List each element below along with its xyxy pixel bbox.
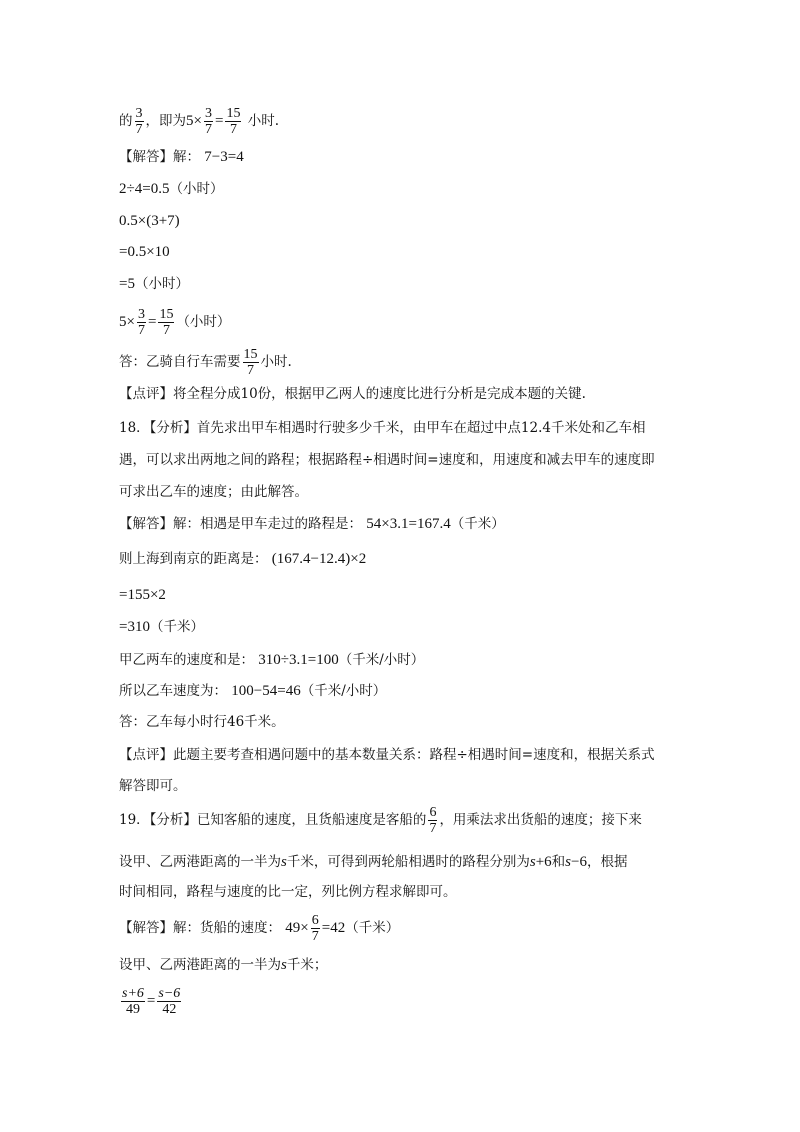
line-1 [119,106,279,137]
fraction [204,106,213,137]
line-26 [119,955,327,975]
fraction [225,106,241,137]
math: 2÷4=0.5 [119,181,170,197]
line-17 [119,650,424,670]
variable: s [281,957,287,973]
line-16 [119,617,204,637]
text: 【解答】解： [119,149,200,165]
math: =310 [119,619,150,635]
numerator: s+6 [122,986,144,1001]
math: =0.5×10 [119,244,170,260]
line-12 [119,482,308,502]
text: 千米； [286,957,328,973]
text: 19．【分析】已知客船的速度，且货船速度是客船的 [119,812,427,828]
line-2 [119,147,244,167]
line-19 [119,712,285,732]
line-3 [119,179,223,199]
line-6 [119,274,189,294]
text: ，用乘法求出货船的速度；接下来 [439,812,642,828]
text: 时间相同，路程与速度的比一定，列比例方程求解即可。 [119,884,457,900]
text: （千米） [450,516,505,532]
math: (167.4−12.4)×2 [271,551,367,567]
fraction [243,347,259,378]
line-18 [119,681,386,701]
line-27 [119,986,183,1017]
text: 18．【分析】首先求出甲车相遇时行驶多少千米，由甲车在超过中点12.4千米处和乙车相 [119,420,646,436]
line-4 [119,211,180,231]
denominator: 7 [429,821,437,836]
numerator: s−6 [158,986,181,1001]
text: 千米，可得到两轮船相遇时的路程分别为 [286,854,530,870]
variable: s [529,854,536,870]
math: 54×3.1=167.4 [366,516,451,532]
text: （千米/小时） [300,683,387,699]
text: 【点评】此题主要考查相遇问题中的基本数量关系：路程÷相遇时间=速度和，根据关系式 [119,747,655,763]
math: 5× [186,113,202,129]
fraction [137,307,146,338]
text: 设甲、乙两港距离的一半为 [119,854,281,870]
denominator: 42 [162,1002,177,1017]
numerator: 6 [311,913,319,928]
denominator: 49 [125,1002,140,1017]
text: 【解答】解：货船的速度： [119,920,281,936]
line-10 [119,418,646,438]
text: 解答即可。 [119,778,187,794]
text: 设甲、乙两港距离的一半为 [119,957,281,973]
math: = [214,113,224,129]
text: （小时） [176,314,231,330]
denominator: 7 [162,323,170,338]
text: （小时） [134,276,189,292]
line-24 [119,882,457,902]
denominator: 7 [137,323,145,338]
line-11 [119,450,655,470]
fraction [121,986,145,1017]
math: +6 [535,854,552,870]
text: 答：乙骑自行车需要 [119,354,241,370]
math: =42 [321,920,346,936]
math: 100−54=46 [231,683,301,699]
variable: s [565,854,571,870]
text: 【点评】将全程分成10份，根据甲乙两人的速度比进行分析是完成本题的关键. [119,386,586,402]
math: 310÷3.1=100 [258,652,339,668]
math: 49× [285,920,309,936]
text: （千米） [345,920,400,936]
numerator: 15 [159,307,174,322]
line-23 [119,852,627,872]
line-8 [119,347,292,378]
denominator: 7 [135,122,143,137]
line-13 [119,514,505,534]
math: 0.5×(3+7) [119,213,180,229]
denominator: 7 [204,122,212,137]
line-15 [119,585,166,605]
numerator: 3 [135,106,143,121]
text: （千米） [149,619,204,635]
line-25 [119,913,399,944]
text: （小时） [169,181,224,197]
numerator: 15 [226,106,241,121]
denominator: 7 [229,122,237,137]
text: 答：乙车每小时行46千米。 [119,714,285,730]
fraction [157,986,181,1017]
numerator: 3 [137,307,145,322]
line-5 [119,242,170,262]
numerator: 3 [204,106,212,121]
math: = [147,314,157,330]
text: 的 [119,113,133,129]
text: 所以乙车速度为： [119,683,227,699]
line-7 [119,307,230,338]
numerator: 15 [243,347,258,362]
denominator: 7 [311,929,319,944]
math: −6 [571,854,587,870]
line-21 [119,776,187,796]
denominator: 7 [247,363,254,378]
line-20 [119,745,655,765]
fraction [158,307,174,338]
math: = [146,993,156,1009]
text: 小时. [247,113,280,129]
fraction [311,913,320,944]
text: 遇，可以求出两地之间的路程；根据路程÷相遇时间=速度和，用速度和减去甲车的速度即 [119,452,655,468]
text: 甲乙两车的速度和是： [119,652,254,668]
text: （千米/小时） [338,652,425,668]
text: ，即为 [145,113,186,129]
text: 和 [551,854,566,870]
text: 【解答】解：相遇是甲车走过的路程是： [119,516,362,532]
math: 5× [119,314,135,330]
text: 则上海到南京的距离是： [119,551,268,567]
line-9 [119,384,586,404]
line-22 [119,805,642,836]
text: 可求出乙车的速度；由此解答。 [119,484,308,500]
fraction [135,106,144,137]
text: ，根据 [586,854,628,870]
variable: s [281,854,287,870]
math: =155×2 [119,587,166,603]
math: 7−3=4 [204,149,244,165]
line-14 [119,549,366,569]
fraction [428,805,437,836]
numerator: 6 [429,805,437,820]
math: =5 [119,276,135,292]
text: 小时. [260,354,292,370]
